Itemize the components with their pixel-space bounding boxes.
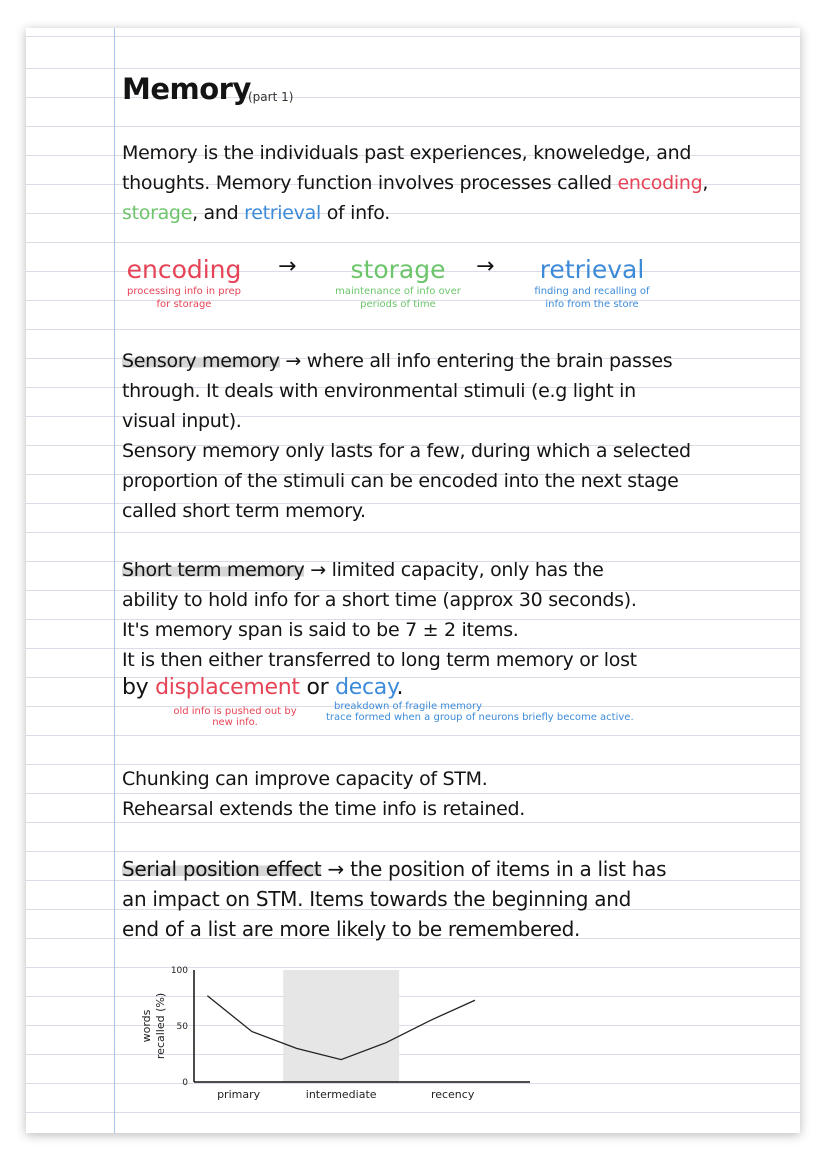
decay-note: breakdown of fragile memory trace formed when a group of neurons briefly become active. <box>326 701 634 723</box>
stage-storage <box>318 256 478 310</box>
intro-line-3: storage, and retrieval of info. <box>122 202 390 224</box>
arrow-icon: → <box>310 559 326 581</box>
displacement-note: old info is pushed out by new info. <box>173 706 297 728</box>
arrow-icon: → <box>278 254 297 279</box>
stage-desc: processing info in prep <box>126 286 242 297</box>
serial-position-chart <box>126 960 546 1120</box>
arrow-icon: → <box>476 254 495 279</box>
sensory-line-3: visual input). <box>122 410 242 432</box>
intro-line-2: thoughts. Memory function involves processes called encoding, <box>122 172 709 194</box>
intro-line-1: Memory is the individuals past experiences, knoweledge, and <box>122 142 692 164</box>
short-term-memory-term: Short term memory <box>122 559 305 581</box>
stage-name: storage <box>350 255 446 284</box>
stm-line-2: ability to hold info for a short time (approx 30 seconds). <box>122 589 637 611</box>
sensory-line-5: proportion of the stimuli can be encoded into the next stage <box>122 470 679 492</box>
serial-position-effect-term: Serial position effect <box>122 857 322 881</box>
displacement-term: displacement <box>155 675 300 700</box>
stm-line-4: It is then either transferred to long term memory or lost <box>122 649 637 671</box>
stage-encoding <box>114 256 254 310</box>
rehearsal-line: Rehearsal extends the time info is retained. <box>122 798 526 820</box>
page-subtitle: (part 1) <box>248 90 294 104</box>
region-label-recency: recency <box>430 1088 475 1101</box>
serial-line-1: Serial position effect → the position of items in a list has <box>122 857 667 881</box>
encoding-term: encoding <box>617 172 703 194</box>
page-title: Memory <box>122 72 251 106</box>
storage-term: storage <box>122 202 193 224</box>
sensory-line-4: Sensory memory only lasts for a few, during which a selected <box>122 440 691 462</box>
stm-line-1: Short term memory → limited capacity, only has the <box>122 559 604 581</box>
y-tick-label: 50 <box>176 1022 188 1032</box>
y-axis-label: words <box>140 1009 153 1043</box>
region-label-intermediate: intermediate <box>305 1088 377 1101</box>
serial-line-2: an impact on STM. Items towards the beginning and <box>122 887 631 911</box>
stage-desc: maintenance of info over <box>335 286 461 297</box>
region-label-primary: primary <box>217 1088 261 1101</box>
arrow-icon: → <box>285 350 301 372</box>
retrieval-term: retrieval <box>244 202 321 224</box>
serial-line-3: end of a list are more likely to be remembered. <box>122 917 581 941</box>
sensory-memory-term: Sensory memory <box>122 350 280 372</box>
chunking-line: Chunking can improve capacity of STM. <box>122 768 488 790</box>
arrow-icon: → <box>327 857 344 881</box>
stage-desc: info from the store <box>545 299 639 310</box>
notebook-page <box>26 28 800 1133</box>
stage-desc: for storage <box>156 299 212 310</box>
y-tick-label: 100 <box>170 966 188 976</box>
decay-term: decay <box>335 675 397 700</box>
y-axis-label: recalled (%) <box>154 992 167 1060</box>
stage-retrieval <box>512 256 672 310</box>
sensory-line-2: through. It deals with environmental stimuli (e.g light in <box>122 380 636 402</box>
stage-name: retrieval <box>539 255 645 284</box>
stage-name: encoding <box>126 255 242 284</box>
stage-desc: periods of time <box>360 299 436 310</box>
y-tick-label: 0 <box>182 1078 188 1088</box>
sensory-line-6: called short term memory. <box>122 500 366 522</box>
intermediate-region <box>283 970 399 1082</box>
stm-line-5: by displacement or decay. <box>122 675 404 700</box>
stm-line-3: It's memory span is said to be 7 ± 2 items. <box>122 619 519 641</box>
stage-desc: finding and recalling of <box>534 286 650 297</box>
sensory-line-1: Sensory memory → where all info entering the brain passes <box>122 350 673 372</box>
